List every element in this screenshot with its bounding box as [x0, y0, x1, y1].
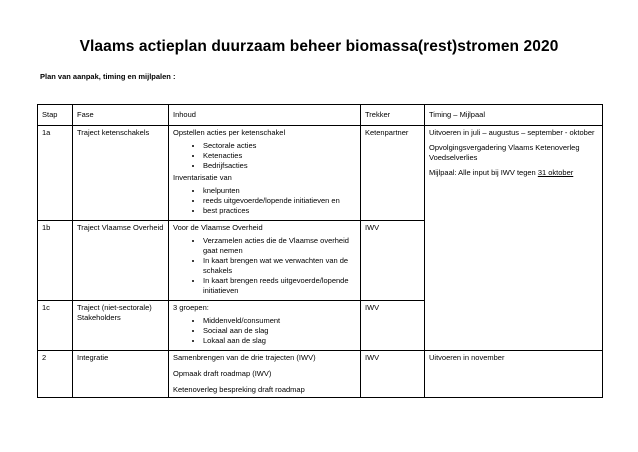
inhoud-line: Opmaak draft roadmap (IWV) — [173, 369, 272, 378]
cell-inhoud — [169, 301, 361, 351]
header-stap: Stap — [38, 105, 73, 126]
cell-fase: Traject ketenschakels — [73, 126, 169, 221]
cell-trekker: IWV — [361, 221, 425, 301]
cell-stap: 1c — [38, 301, 73, 351]
header-fase: Fase — [73, 105, 169, 126]
plan-table — [37, 104, 603, 398]
milestone-text: Mijlpaal: Alle input bij IWV tegen — [429, 168, 538, 177]
list-item: • In kaart brengen wat we verwachten van de schakels — [203, 256, 356, 276]
timing-line-1: Uitvoeren in juli – augustus – september - oktober — [429, 128, 595, 137]
cell-stap: 1a — [38, 126, 73, 221]
cell-inhoud — [169, 126, 361, 221]
inhoud-line: Samenbrengen van de drie trajecten (IWV) — [173, 353, 316, 362]
list-item: • Verzamelen acties die de Vlaamse overheid gaat nemen — [203, 236, 356, 256]
bullet-list — [173, 236, 356, 296]
list-item: • best practices — [203, 206, 356, 216]
timing-milestone — [429, 168, 598, 178]
table-row — [38, 351, 603, 398]
list-item: • Sociaal aan de slag — [203, 326, 356, 336]
inhoud-line: Ketenoverleg bespreking draft roadmap — [173, 385, 305, 394]
inhoud-intro: Voor de Vlaamse Overheid — [173, 223, 263, 232]
cell-inhoud — [169, 221, 361, 301]
list-item: • Ketenacties — [203, 151, 356, 161]
inhoud-intro-2: Inventarisatie van — [173, 173, 232, 182]
list-item: • In kaart brengen reeds uitgevoerde/lopende initiatieven — [203, 276, 356, 296]
cell-inhoud — [169, 351, 361, 398]
bullet-list — [173, 186, 356, 216]
cell-trekker: Ketenpartner — [361, 126, 425, 221]
cell-fase: Traject Vlaamse Overheid — [73, 221, 169, 301]
inhoud-intro: Opstellen acties per ketenschakel — [173, 128, 286, 137]
cell-trekker: IWV — [361, 301, 425, 351]
milestone-date: 31 oktober — [537, 168, 574, 177]
cell-trekker: IWV — [361, 351, 425, 398]
document-title: Vlaams actieplan duurzaam beheer biomassa(rest)stromen 2020 — [79, 38, 559, 55]
bullet-list — [173, 316, 356, 346]
table-row — [38, 126, 603, 221]
bullet-list — [173, 141, 356, 171]
document-subtitle: Plan van aanpak, timing en mijlpalen : — [40, 72, 176, 81]
table-header-row — [38, 105, 603, 126]
cell-fase: Integratie — [73, 351, 169, 398]
cell-fase: Traject (niet-sectorale) Stakeholders — [73, 301, 169, 351]
list-item: • Bedrijfsacties — [203, 161, 356, 171]
cell-timing-merged — [425, 126, 603, 351]
header-trekker: Trekker — [361, 105, 425, 126]
cell-timing: Uitvoeren in november — [425, 351, 603, 398]
list-item: • Sectorale acties — [203, 141, 356, 151]
header-inhoud: Inhoud — [169, 105, 361, 126]
list-item: • reeds uitgevoerde/lopende initiatieven en — [203, 196, 356, 206]
cell-stap: 2 — [38, 351, 73, 398]
cell-stap: 1b — [38, 221, 73, 301]
list-item: • Middenveld/consument — [203, 316, 356, 326]
timing-line-2: Opvolgingsvergadering Vlaams Ketenoverleg Voedselverlies — [429, 143, 580, 162]
list-item: • Lokaal aan de slag — [203, 336, 356, 346]
inhoud-intro: 3 groepen: — [173, 303, 209, 312]
header-timing: Timing – Mijlpaal — [425, 105, 603, 126]
list-item: • knelpunten — [203, 186, 356, 196]
